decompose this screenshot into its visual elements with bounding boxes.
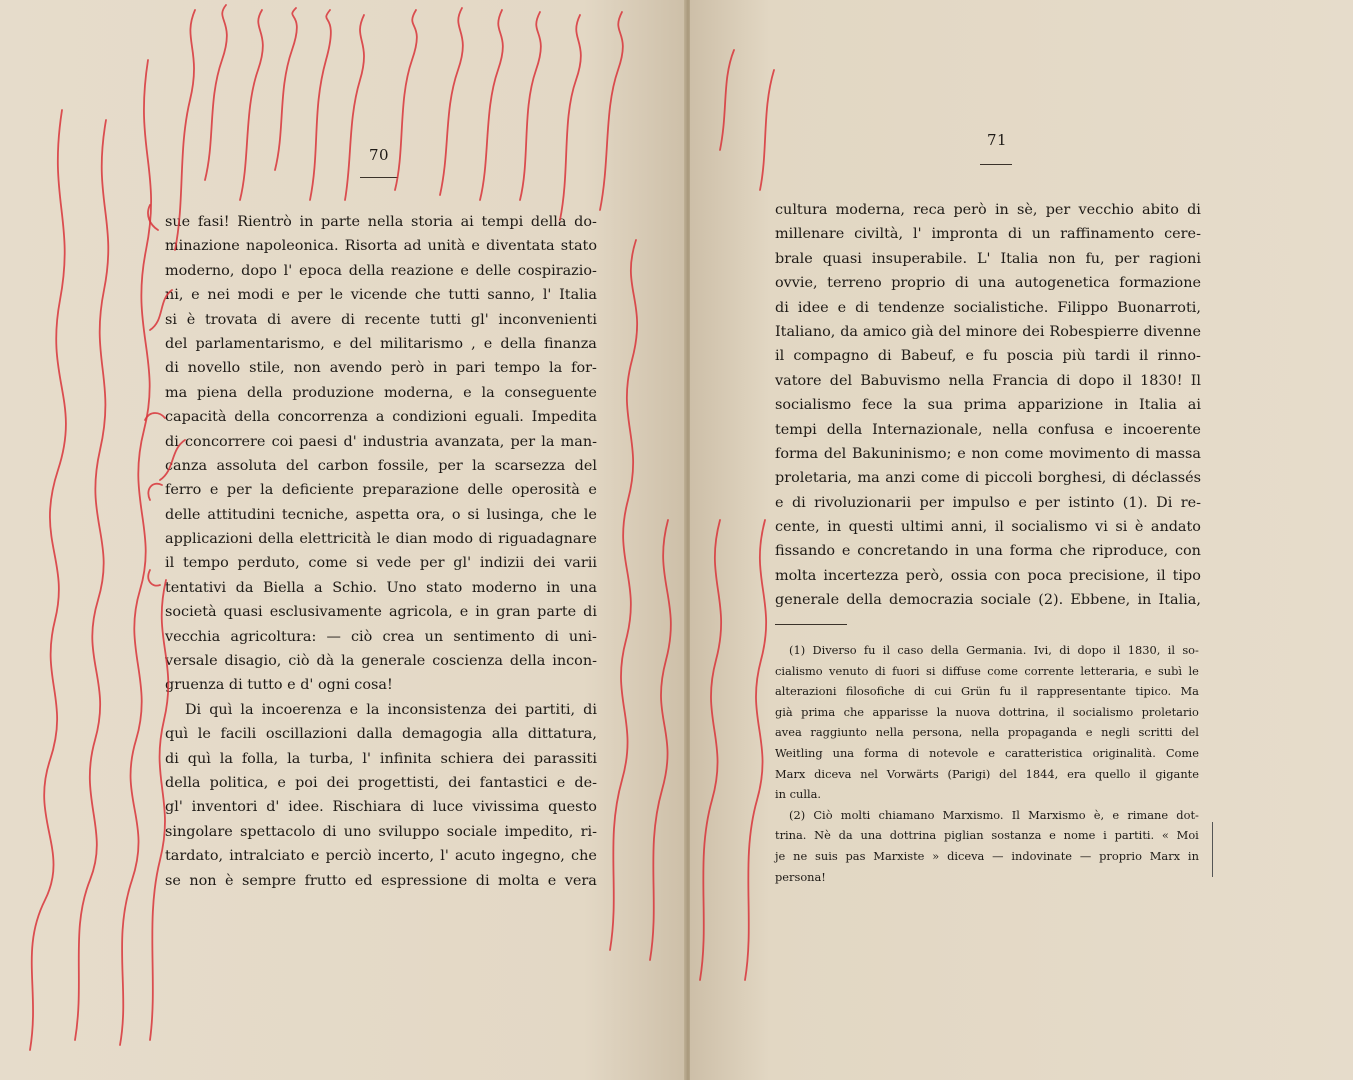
text-line: singolare spettacolo di uno sviluppo sociale impedito, ri-	[165, 823, 597, 840]
text-line: della politica, e poi dei progettisti, dei fantastici e de-	[165, 774, 597, 791]
page-number-rule-right	[980, 164, 1012, 165]
text-line: forma del Bakuninismo; e non come movimento di massa	[775, 445, 1201, 462]
text-line: e di rivoluzionarii per impulso e per istinto (1). Di re-	[775, 494, 1201, 511]
text-line: di novello stile, non avendo però in pari tempo la for-	[165, 360, 597, 377]
left-page-text	[165, 210, 597, 893]
text-line: brale quasi insuperabile. L' Italia non fu, per ragioni	[775, 250, 1201, 267]
text-line: vatore del Babuvismo nella Francia di dopo il 1830! Il	[775, 372, 1201, 389]
footnote-line: (2) Ciò molti chiamano Marxismo. Il Marxismo è, e rimane dot-	[789, 807, 1199, 822]
page-number-left: 70	[369, 146, 390, 164]
text-line: socialismo fece la sua prima apparizione in Italia ai	[775, 397, 1201, 414]
footnote-line: (1) Diverso fu il caso della Germania. Ivi, di dopo il 1830, il so-	[789, 643, 1199, 657]
footnote-line: avea raggiunto nella persona, nella propaganda e negli scritti del	[775, 725, 1199, 740]
footnote-line: Marx diceva nel Vorwärts (Parigi) del 1844, era quello il gigante	[775, 766, 1199, 781]
page-number-rule-left	[360, 177, 398, 178]
text-line: fissando e concretando in una forma che riproduce, con	[775, 543, 1201, 560]
text-line: sue fasi! Rientrò in parte nella storia ai tempi della do-	[165, 214, 597, 230]
text-line: ferro e per la deficiente preparazione delle operosità e	[165, 482, 597, 499]
text-line: quì le facili oscillazioni dalla demagogia alla dittatura,	[165, 726, 597, 743]
text-line: proletaria, ma anzi come di piccoli borghesi, di déclassés	[775, 470, 1201, 487]
text-line: tentativi da Biella a Schio. Uno stato moderno in una	[165, 579, 597, 596]
text-line: del parlamentarismo, e del militarismo , e della finanza	[165, 335, 597, 352]
text-line: cultura moderna, reca però in sè, per vecchio abito di	[775, 202, 1201, 218]
text-line: versale disagio, ciò dà la generale coscienza della incon-	[165, 653, 597, 670]
text-line: delle attitudini tecniche, aspetta ora, o si lusinga, che le	[165, 506, 597, 523]
footnote-line: in culla.	[775, 787, 822, 802]
text-line: tempi della Internazionale, nella confusa e incoerente	[775, 421, 1201, 438]
text-line: il tempo perduto, come si vede per gl' indizii dei varii	[165, 555, 597, 572]
text-line: tardato, intralciato e perciò incerto, l' acuto ingegno, che	[165, 848, 597, 865]
text-line: cente, in questi ultimi anni, il socialismo vi si è andato	[775, 519, 1201, 536]
text-line: capacità della concorrenza a condizioni eguali. Impedita	[165, 409, 597, 426]
text-line: molta incertezza però, ossia con poca precisione, il tipo	[775, 567, 1201, 584]
text-line: di idee e di tendenze socialistiche. Filippo Buonarroti,	[775, 299, 1201, 316]
page-number-right: 71	[987, 131, 1008, 149]
text-line: se non è sempre frutto ed espressione di molta e vera	[165, 872, 597, 889]
text-line: ovvie, terreno proprio di una autogenetica formazione	[775, 275, 1201, 292]
text-line: Italiano, da amico già del minore dei Robespierre divenne	[775, 323, 1201, 340]
footnote-line: je ne suis pas Marxiste » diceva — indovinate — proprio Marx in	[775, 848, 1199, 863]
text-line: ma piena della produzione moderna, e la conseguente	[165, 384, 597, 401]
text-line: di quì la folla, la turba, l' infinita schiera dei parassiti	[165, 750, 597, 767]
text-line: vecchia agricoltura: — ciò crea un sentimento di uni-	[165, 628, 597, 645]
footnote-line: già prima che apparisse la nuova dottrina, il socialismo proletario	[775, 704, 1199, 719]
text-line: il compagno di Babeuf, e fu poscia più tardi il rinno-	[775, 348, 1201, 365]
text-line: gruenza di tutto e d' ogni cosa!	[165, 677, 393, 694]
text-line: moderno, dopo l' epoca della reazione e delle cospirazio-	[165, 262, 597, 279]
footnotes	[775, 640, 1199, 887]
text-line: applicazioni della elettricità le dian modo di riguadagnare	[165, 531, 597, 548]
text-line: generale della democrazia sociale (2). Ebbene, in Italia,	[775, 592, 1201, 609]
margin-bracket-mark	[1212, 822, 1213, 877]
right-page-text	[775, 198, 1201, 613]
text-line: gl' inventori d' idee. Rischiara di luce vivissima questo	[165, 799, 597, 816]
text-line: società quasi esclusivamente agricola, e in gran parte di	[165, 604, 597, 621]
text-line: canza assoluta del carbon fossile, per la scarsezza del	[165, 457, 597, 474]
text-line: ni, e nei modi e per le vicende che tutti sanno, l' Italia	[165, 287, 597, 304]
footnote-line: cialismo venuto di fuori si diffuse come corrente letteraria, e subì le	[775, 663, 1199, 678]
footnote-line: trina. Nè da una dottrina piglian sostanza e nome i partiti. « Moi	[775, 828, 1199, 843]
text-line: si è trovata di avere di recente tutti gl' inconvenienti	[165, 311, 597, 328]
text-line: di concorrere coi paesi d' industria avanzata, per la man-	[165, 433, 597, 450]
footnote-line: alterazioni filosofiche di cui Grün fu il rappresentante tipico. Ma	[775, 684, 1199, 699]
text-line: Di quì la incoerenza e la inconsistenza dei partiti, di	[185, 701, 597, 718]
text-line: millenare civiltà, l' impronta di un raffinamento cere-	[775, 226, 1201, 243]
footnote-rule	[775, 624, 847, 625]
footnote-line: Weitling una forma di notevole e caratteristica originalità. Come	[775, 745, 1199, 760]
text-line: minazione napoleonica. Risorta ad unità e diventata stato	[165, 238, 597, 255]
footnote-line: persona!	[775, 869, 826, 884]
